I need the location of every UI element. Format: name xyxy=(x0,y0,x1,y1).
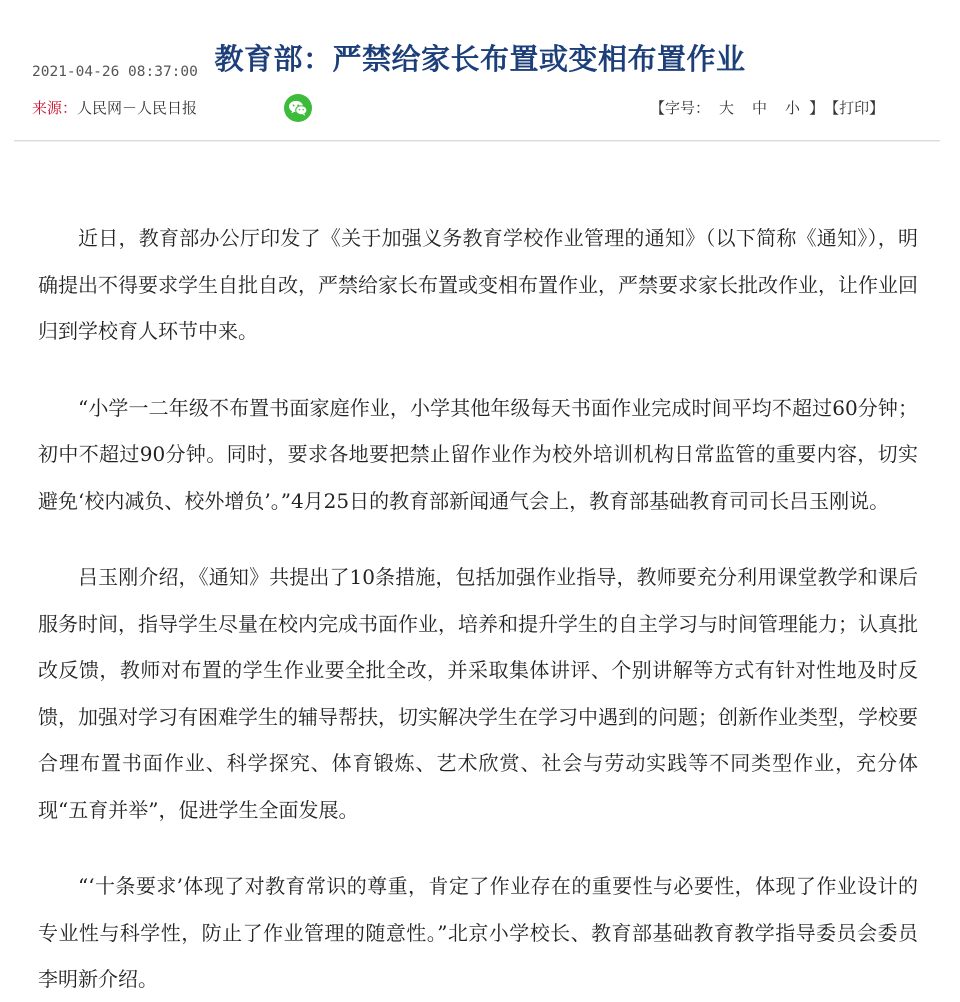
article-paragraph: 近日，教育部办公厅印发了《关于加强义务教育学校作业管理的通知》（以下简称《通知》），明确提出不得要求学生自批自改，严禁给家长布置或变相布置作业，严禁要求家长批改作业，让作业回归到学校育人环节中来。 xyxy=(38,226,918,343)
wechat-icon xyxy=(288,99,308,117)
article-title: 教育部：严禁给家长布置或变相布置作业 xyxy=(214,42,746,77)
article-paragraph: “小学一二年级不布置书面家庭作业，小学其他年级每天书面作业完成时间平均不超过60分钟；初中不超过90分钟。同时，要求各地要把禁止留作业作为校外培训机构日常监管的重要内容，切实避免‘校内减负、校外增负’。”4月25日的教育部新闻通气会上，教育部基础教育司司长吕玉刚说。 xyxy=(38,395,918,513)
font-size-small-button[interactable]: 小 xyxy=(785,99,801,117)
article-paragraph: “‘十条要求’体现了对教育常识的尊重，肯定了作业存在的重要性与必要性，体现了作业设计的专业性与科学性，防止了作业管理的随意性。”北京小学校长、教育部基础教育教学指导委员会委员李明新介绍。 xyxy=(38,874,918,991)
font-size-large-button[interactable]: 大 xyxy=(719,99,735,117)
article-paragraph: 吕玉刚介绍，《通知》共提出了10条措施，包括加强作业指导，教师要充分利用课堂教学和课后服务时间，指导学生尽量在校内完成书面作业，培养和提升学生的自主学习与时间管理能力；认真批改反馈，教师对布置的学生作业要全批全改，并采取集体讲评、个别讲解等方式有针对性地及时反馈，加强对学习有困难学生的辅导帮扶，切实解决学生在学习中遇到的问题；创新作业类型，学校要合理布置书面作业、科学探究、体育锻炼、艺术欣赏、社会与劳动实践等不同类型作业，充分体现“五育并举”，促进学生全面发展。 xyxy=(38,565,918,822)
font-size-prefix: 【字号： xyxy=(650,99,711,117)
source-name: 人民网－人民日报 xyxy=(77,99,198,117)
font-size-medium-button[interactable]: 中 xyxy=(752,99,768,117)
print-button[interactable]: 【打印】 xyxy=(824,99,885,117)
wechat-share-button[interactable] xyxy=(284,94,312,122)
article-source xyxy=(32,97,197,118)
header-divider xyxy=(14,140,940,141)
publish-timestamp: 2021-04-26 08:37:00 xyxy=(32,64,198,80)
article-body xyxy=(38,215,918,1002)
source-label: 来源： xyxy=(32,99,78,117)
font-size-bracket-close: 】 xyxy=(809,99,825,117)
font-size-toolbar xyxy=(650,97,884,118)
